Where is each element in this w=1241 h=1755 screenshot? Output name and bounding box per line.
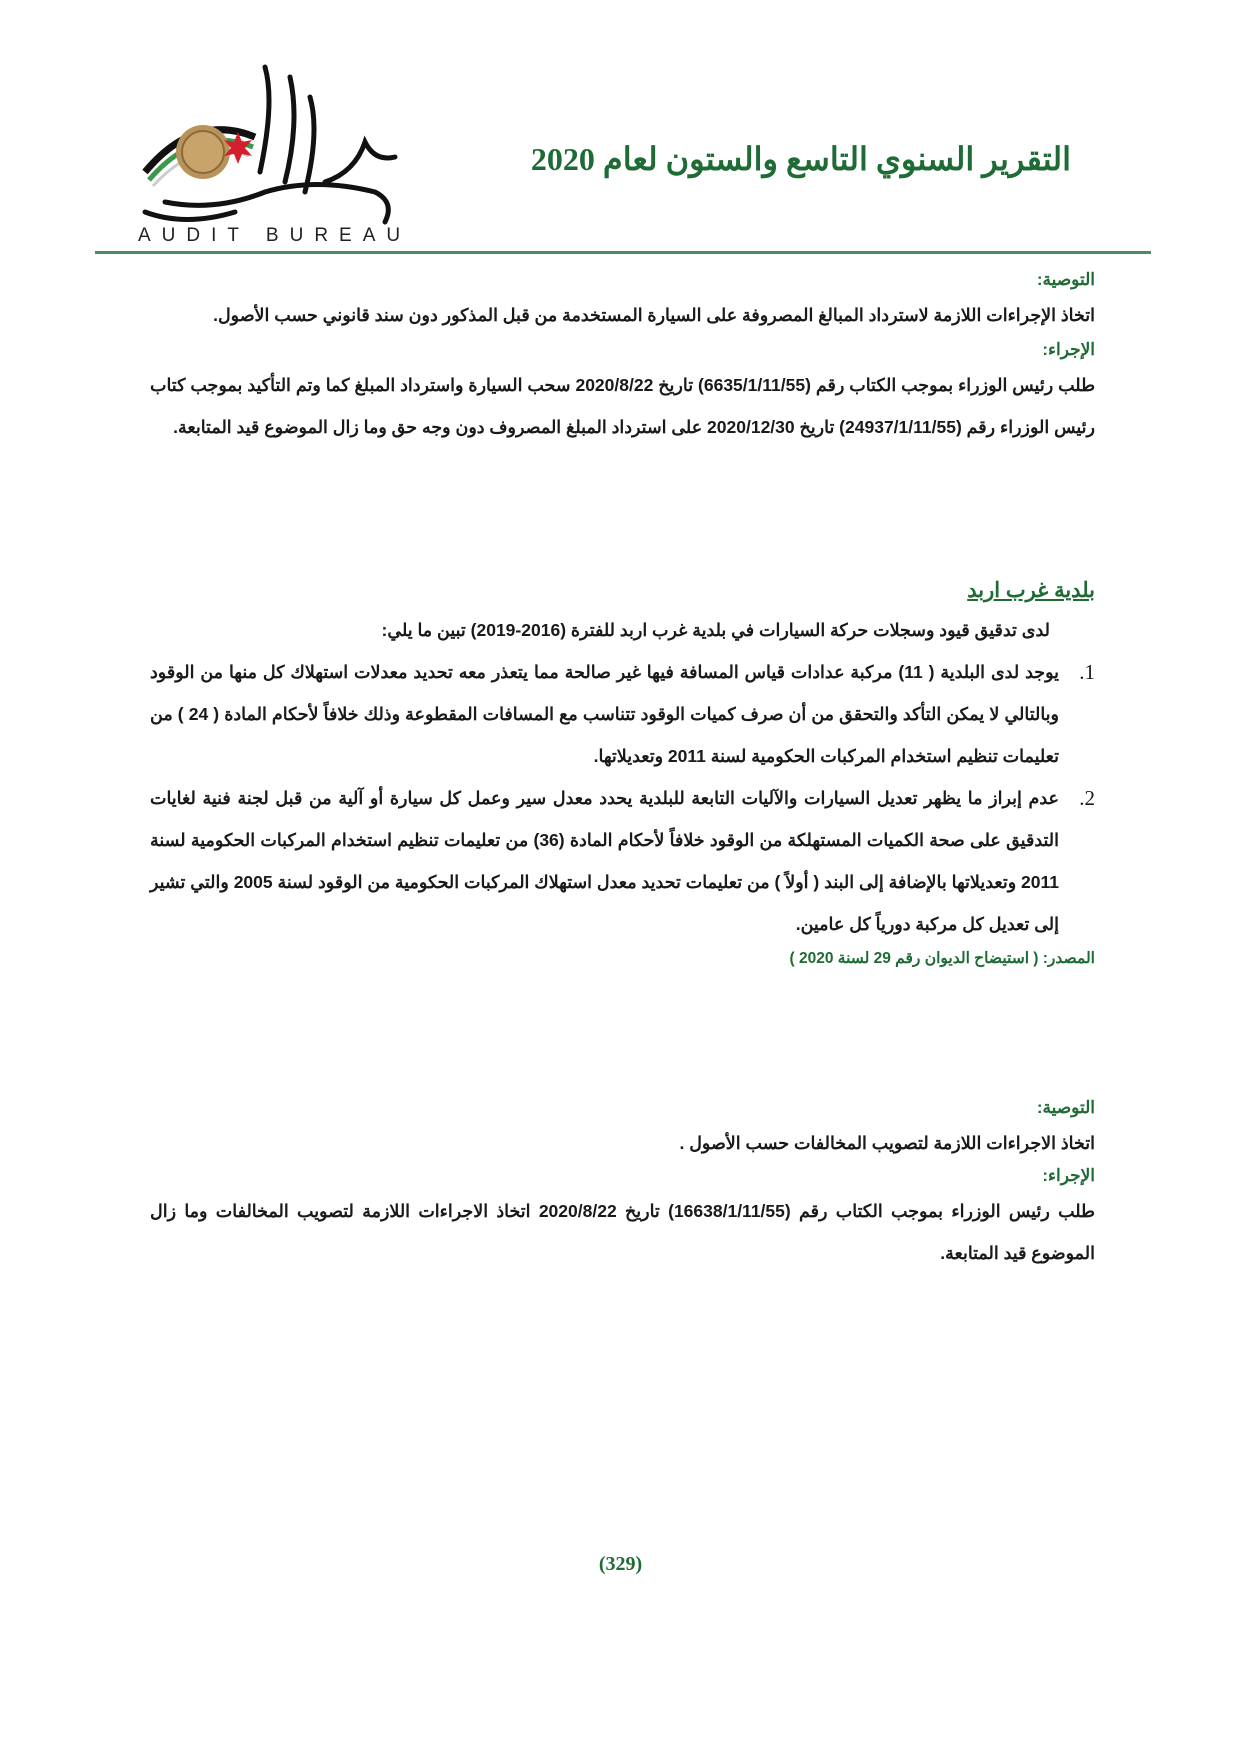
- action-text: طلب رئيس الوزراء بموجب الكتاب رقم (16638/1/11/55) تاريخ 2020/8/22 اتخاذ الاجراءات اللازمة لتصويب المخالفات وما زال الموضوع قيد المتابعة.: [150, 1201, 1095, 1263]
- item-number: 2.: [1079, 786, 1095, 810]
- recommendation-text: اتخاذ الاجراءات اللازمة لتصويب المخالفات حسب الأصول .: [679, 1133, 1095, 1153]
- section-intro: لدى تدقيق قيود وسجلات حركة السيارات في بلدية غرب اربد للفترة (2016-2019) تبين ما يلي:: [381, 620, 1050, 640]
- item-text: يوجد لدى البلدية ( 11) مركبة عدادات قياس المسافة فيها غير صالحة مما يتعذر معه تحديد معدلات استهلاك كل منها من الوقود وبالتالي لا يمكن التأكد والتحقق من أن صرف كميات الوقود تتناسب مع المسافات المقطوعة وذلك خلافاً لأحكام المادة ( 24 ) من تعليمات تنظيم استخدام المركبات الحكومية لسنة 2011 وتعديلاتها.: [150, 662, 1059, 766]
- block1: [150, 270, 1095, 448]
- header-divider: [95, 251, 1151, 254]
- section-title: بلدية غرب اربد: [967, 579, 1095, 602]
- source-note: المصدر: ( استيضاح الديوان رقم 29 لسنة 2020 ): [789, 950, 1095, 967]
- action-heading: الإجراء:: [1042, 340, 1095, 359]
- logo-english-text: AUDIT BUREAU: [138, 225, 412, 246]
- recommendation-heading: التوصية:: [1036, 1098, 1095, 1117]
- audit-bureau-logo: [125, 62, 415, 252]
- action-text: طلب رئيس الوزراء بموجب الكتاب رقم (6635/1/11/55) تاريخ 2020/8/22 سحب السيارة واسترداد المبلغ كما وتم التأكيد بموجب كتاب رئيس الوزراء رقم (24937/1/11/55) تاريخ 2020/12/30 على استرداد المبلغ المصروف دون وجه حق وما زال الموضوع قيد المتابعة.: [150, 375, 1095, 437]
- report-title: التقرير السنوي التاسع والستون لعام 2020: [530, 141, 1071, 177]
- recommendation-heading: التوصية:: [1036, 270, 1095, 289]
- item-number: 1.: [1079, 660, 1095, 684]
- finding-item: [150, 651, 1095, 777]
- finding-item: [150, 777, 1095, 945]
- action-heading: الإجراء:: [1042, 1166, 1095, 1185]
- recommendation-text: اتخاذ الإجراءات اللازمة لاسترداد المبالغ المصروفة على السيارة المستخدمة من قبل المذكور دون سند قانوني حسب الأصول.: [213, 305, 1095, 325]
- municipality-section: [150, 578, 1095, 968]
- block2: [150, 1098, 1095, 1274]
- page-number: (329): [598, 1553, 643, 1575]
- item-text: عدم إبراز ما يظهر تعديل السيارات والآليات التابعة للبلدية يحدد معدل سير وعمل كل سيارة أو آلية من قبل لجنة فنية لغايات التدقيق على صحة الكميات المستهلكة من الوقود خلافاً لأحكام المادة (36) من تعليمات تنظيم استخدام المركبات الحكومية لسنة 2011 وتعديلاتها بالإضافة إلى البند ( أولاً ) من تعليمات تحديد معدل استهلاك المركبات الحكومية من الوقود لسنة 2005 والتي تشير إلى تعديل كل مركبة دورياً كل عامين.: [150, 788, 1059, 934]
